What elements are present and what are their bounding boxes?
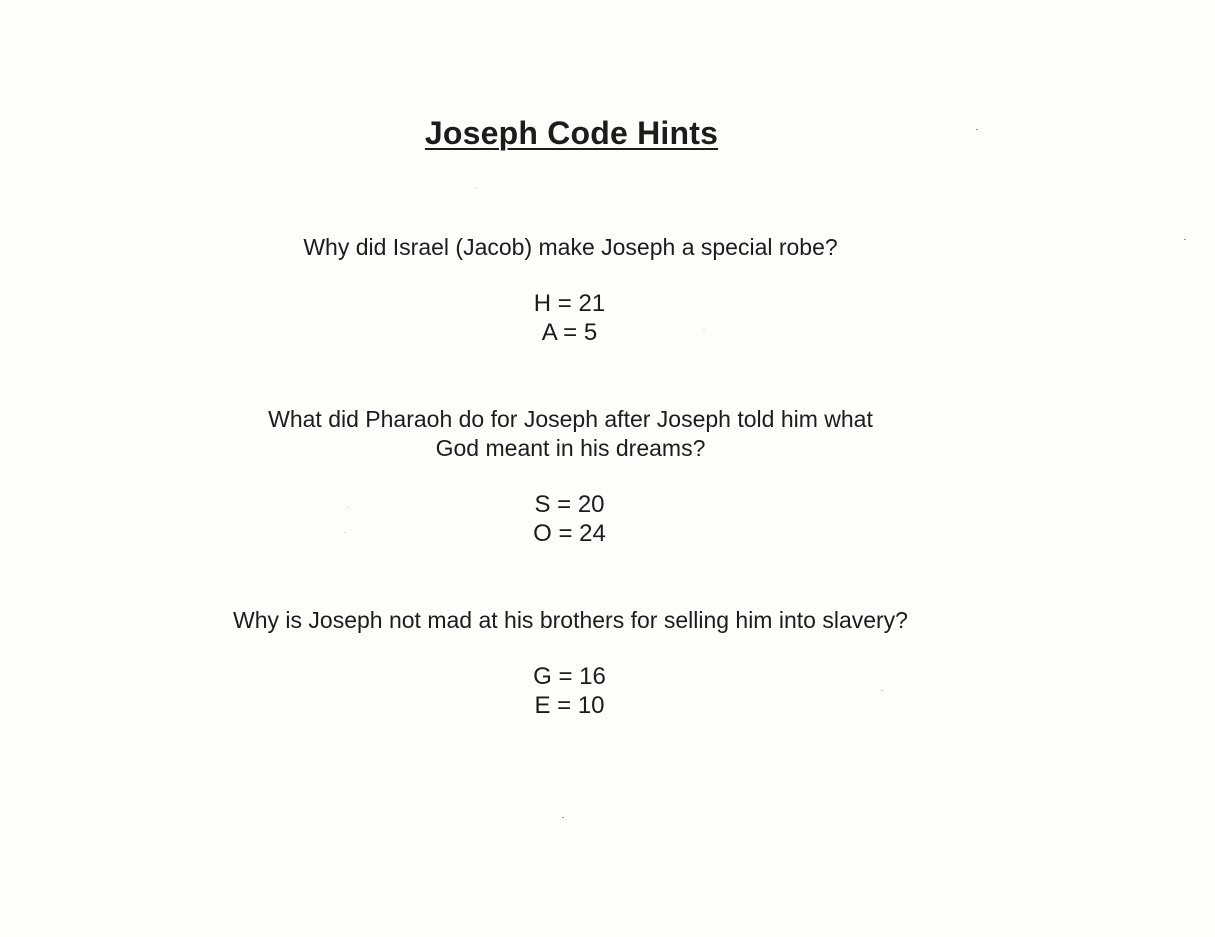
scan-speck: [703, 330, 705, 331]
scan-speck: [347, 507, 349, 508]
question-2: [0, 405, 1141, 463]
question-3: Why is Joseph not mad at his brothers for selling him into slavery?: [233, 607, 908, 633]
scan-speck: [976, 129, 978, 130]
hint-item: S = 20: [534, 491, 605, 518]
question-2-line-1: What did Pharaoh do for Joseph after Joseph told him what: [268, 406, 873, 432]
hint-list-2: [0, 490, 1139, 548]
hint-item: G = 16: [533, 663, 606, 690]
scan-speck: [881, 690, 883, 691]
scan-speck: [344, 532, 346, 533]
scan-speck: [1184, 239, 1186, 240]
question-2-line-2: God meant in his dreams?: [435, 435, 706, 461]
hint-item: O = 24: [533, 520, 606, 547]
page-title: Joseph Code Hints: [424, 115, 719, 151]
question-1: Why did Israel (Jacob) make Joseph a special robe?: [303, 234, 838, 260]
hint-item: H = 21: [533, 290, 606, 317]
hint-item: E = 10: [534, 692, 605, 719]
hint-list-3: [0, 662, 1139, 720]
hint-list-1: [0, 289, 1139, 347]
scan-speck: [562, 817, 564, 818]
scan-speck: [475, 187, 477, 188]
hint-item: A = 5: [541, 319, 598, 346]
